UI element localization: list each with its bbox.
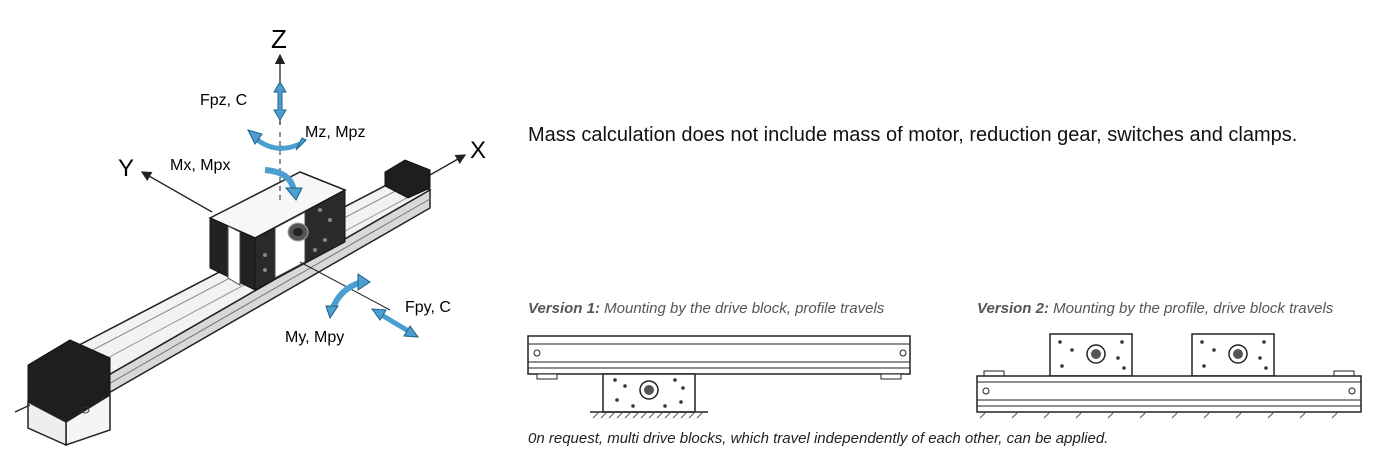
mz-label: Mz, Mpz xyxy=(305,124,366,141)
fpz-label: Fpz, C xyxy=(200,92,248,109)
version-2-drawing xyxy=(972,330,1367,422)
mz-arrow xyxy=(248,130,306,150)
y-axis-rear-line xyxy=(300,262,390,310)
version-1-caption xyxy=(528,300,884,317)
version-1-drawing xyxy=(525,328,915,420)
x-axis-line xyxy=(430,155,465,175)
mx-label: Mx, Mpx xyxy=(170,157,231,174)
x-axis-label: X xyxy=(470,137,487,164)
fpz-arrow xyxy=(274,82,286,120)
front-end-cap xyxy=(28,340,110,445)
version-1-text: Mounting by the drive block, profile travels xyxy=(599,300,885,317)
linear-axis-diagram xyxy=(0,0,520,465)
version-1-label: Version 1: xyxy=(528,300,600,317)
version-2-caption xyxy=(977,300,1333,317)
my-label: My, Mpy xyxy=(285,329,345,346)
y-axis-label: Y xyxy=(118,155,135,182)
drive-block xyxy=(210,172,345,290)
y-axis-line xyxy=(142,172,212,212)
multi-drive-footnote: 0n request, multi drive blocks, which travel independently of each other, can be applied. xyxy=(528,430,1109,447)
version-2-label: Version 2: xyxy=(977,300,1049,317)
version-2-text: Mounting by the profile, drive block travels xyxy=(1048,300,1334,317)
mass-note: Mass calculation does not include mass of motor, reduction gear, switches and clamps. xyxy=(528,124,1298,146)
fpy-label: Fpy, C xyxy=(405,299,451,316)
z-axis-label: Z xyxy=(271,24,287,54)
